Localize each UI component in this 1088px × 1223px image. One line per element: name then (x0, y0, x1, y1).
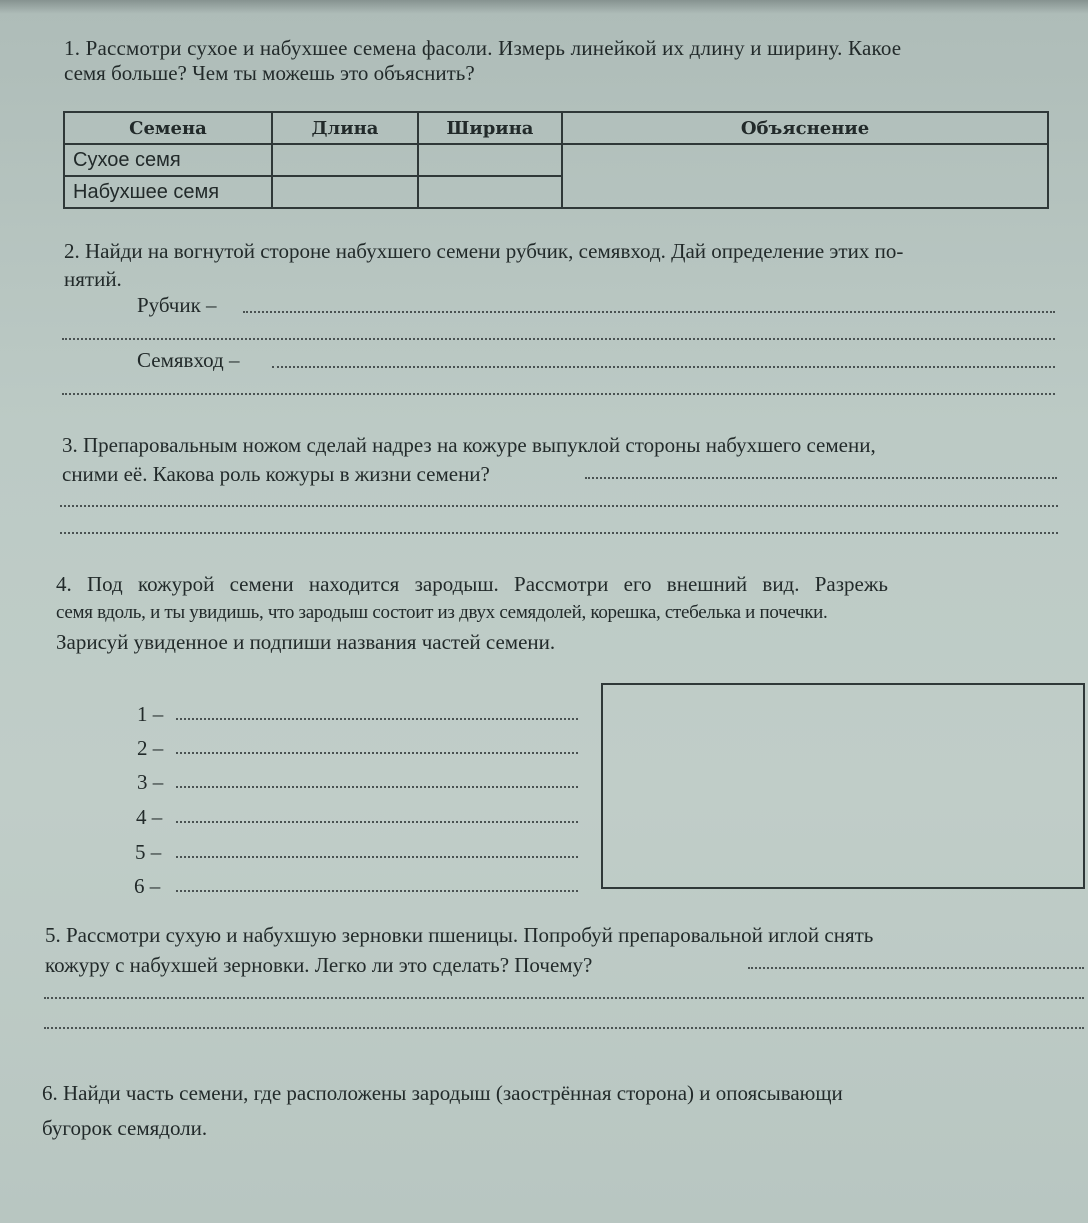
answer-line-task-3[interactable] (585, 477, 1057, 479)
answer-line-part-3[interactable] (176, 786, 578, 788)
task-5-line-1: 5. Рассмотри сухую и набухшую зерновки пшеницы. Попробуй препаровальной иглой снять (45, 923, 874, 947)
answer-line-micropyle-2[interactable] (62, 393, 1055, 395)
seed-measurement-table (63, 111, 1049, 209)
task-3-line-2: сними её. Какова роль кожуры в жизни семени? (62, 462, 490, 486)
cell-dry-length[interactable] (272, 144, 418, 176)
task-2-line-2: нятий. (64, 267, 122, 291)
answer-line-hilum[interactable] (243, 311, 1055, 313)
part-label-2: 2 – (137, 736, 164, 760)
header-length: Длина (272, 112, 418, 144)
task-3-line-1: 3. Препаровальным ножом сделай надрез на кожуре выпуклой стороны набухшего семени, (62, 433, 876, 457)
cell-dry-width[interactable] (418, 144, 562, 176)
table-header-row (64, 112, 1048, 144)
term-hilum-label: Рубчик – (137, 293, 217, 317)
header-explanation: Объяснение (562, 112, 1048, 144)
header-seeds: Семена (64, 112, 272, 144)
answer-line-part-2[interactable] (176, 752, 578, 754)
part-label-5: 5 – (135, 840, 162, 864)
answer-line-part-6[interactable] (176, 890, 578, 892)
task-6-line-1: 6. Найди часть семени, где расположены зародыш (заострённая сторона) и опоясывающи (42, 1081, 843, 1105)
task-6-line-2: бугорок семядоли. (42, 1116, 208, 1140)
term-micropyle-label: Семявход – (137, 348, 240, 372)
part-label-1: 1 – (137, 702, 164, 726)
task-4-line-2: семя вдоль, и ты увидишь, что зародыш состоит из двух семядолей, корешка, стебелька и почечки. (56, 602, 828, 623)
part-label-4: 4 – (136, 805, 163, 829)
answer-line-task-5[interactable] (748, 967, 1084, 969)
task-1-line-1: 1. Рассмотри сухое и набухшее семена фасоли. Измерь линейкой их длину и ширину. Какое (64, 36, 902, 60)
task-5-line-2: кожуру с набухшей зерновки. Легко ли это сделать? Почему? (45, 953, 593, 977)
answer-line-task-5-3[interactable] (44, 1027, 1084, 1029)
answer-line-hilum-2[interactable] (62, 338, 1055, 340)
row-label-swollen-seed: Набухшее семя (64, 176, 272, 208)
answer-line-task-3-3[interactable] (60, 532, 1058, 534)
part-label-3: 3 – (137, 770, 164, 794)
cell-swollen-length[interactable] (272, 176, 418, 208)
page-edge-shadow (0, 0, 1088, 14)
cell-explanation[interactable] (562, 144, 1048, 208)
table-row (64, 144, 1048, 176)
answer-line-part-4[interactable] (176, 821, 578, 823)
task-1-line-2: семя больше? Чем ты можешь это объяснить? (64, 61, 475, 85)
cell-swollen-width[interactable] (418, 176, 562, 208)
answer-line-part-1[interactable] (176, 718, 578, 720)
answer-line-task-5-2[interactable] (44, 997, 1084, 999)
header-width: Ширина (418, 112, 562, 144)
task-4-line-3: Зарисуй увиденное и подпиши названия частей семени. (56, 630, 556, 654)
answer-line-task-3-2[interactable] (60, 505, 1058, 507)
part-label-6: 6 – (134, 874, 161, 898)
answer-line-micropyle[interactable] (272, 366, 1055, 368)
row-label-dry-seed: Сухое семя (64, 144, 272, 176)
task-2-line-1: 2. Найди на вогнутой стороне набухшего семени рубчик, семявход. Дай определение этих по- (64, 239, 904, 263)
drawing-box[interactable] (601, 683, 1085, 889)
task-4-line-1: 4. Под кожурой семени находится зародыш. Рассмотри его внешний вид. Разрежь (56, 572, 888, 596)
answer-line-part-5[interactable] (176, 856, 578, 858)
